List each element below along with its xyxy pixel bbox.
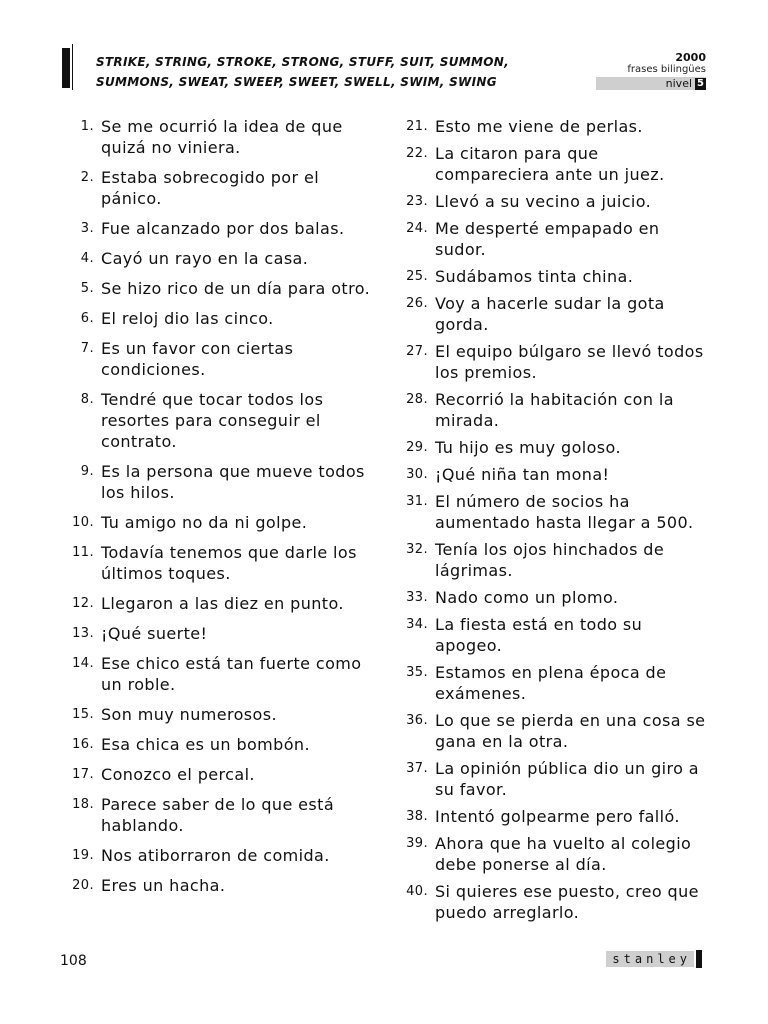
phrase-item [58, 875, 378, 896]
phrase-number: 8. [80, 392, 94, 407]
phrase-text: La citaron para que compareciera ante un juez. [435, 144, 665, 184]
phrase-item [58, 845, 378, 866]
phrase-text: Cayó un rayo en la casa. [101, 249, 309, 268]
phrase-text: Llevó a su vecino a juicio. [435, 192, 652, 211]
phrase-number: 19. [72, 848, 94, 863]
phrase-text: Tu amigo no da ni golpe. [101, 513, 308, 532]
phrase-text: El número de socios ha aumentado hasta llegar a 500. [435, 492, 694, 532]
brand-level-label: nivel [665, 77, 693, 90]
phrase-text: Son muy numerosos. [101, 705, 277, 724]
brand-subtitle: frases bilingües [627, 64, 706, 75]
phrase-text: Es la persona que mueve todos los hilos. [101, 462, 365, 502]
phrase-number: 9. [80, 464, 94, 479]
phrase-number: 20. [72, 878, 94, 893]
phrase-item [58, 734, 378, 755]
phrase-number: 6. [80, 311, 94, 326]
phrase-number: 40. [406, 884, 428, 899]
phrase-number: 14. [72, 656, 94, 671]
phrase-text: Esa chica es un bombón. [101, 735, 310, 754]
phrase-number: 38. [406, 809, 428, 824]
phrase-list-left [58, 116, 378, 905]
phrase-number: 37. [406, 761, 428, 776]
phrase-item [392, 464, 712, 485]
phrase-item [58, 623, 378, 644]
phrase-text: Todavía tenemos que darle los últimos toques. [101, 543, 357, 583]
header-keywords-line-2: SUMMONS, SWEAT, SWEEP, SWEET, SWELL, SWIM, SWING [96, 75, 497, 89]
phrase-text: ¡Qué niña tan mona! [435, 465, 610, 484]
phrase-text: Lo que se pierda en una cosa se gana en la otra. [435, 711, 706, 751]
phrase-item [58, 764, 378, 785]
phrase-item [392, 389, 712, 431]
phrase-text: ¡Qué suerte! [101, 624, 208, 643]
phrase-text: Eres un hacha. [101, 876, 226, 895]
phrase-number: 34. [406, 617, 428, 632]
phrase-text: Esto me viene de perlas. [435, 117, 643, 136]
header-keywords [96, 52, 566, 92]
phrase-number: 21. [406, 119, 428, 134]
brand-year: 2000 [675, 51, 706, 64]
phrase-item [392, 587, 712, 608]
phrase-text: El reloj dio las cinco. [101, 309, 274, 328]
phrase-text: Nos atiborraron de comida. [101, 846, 330, 865]
phrase-item [58, 167, 378, 209]
phrase-item [392, 833, 712, 875]
phrase-text: Nado como un plomo. [435, 588, 619, 607]
phrase-item [392, 881, 712, 923]
phrase-item [58, 704, 378, 725]
phrase-text: Recorrió la habitación con la mirada. [435, 390, 674, 430]
header-keywords-line-1: STRIKE, STRING, STROKE, STRONG, STUFF, SUIT, SUMMON, [96, 55, 509, 69]
phrase-number: 18. [72, 797, 94, 812]
phrase-number: 16. [72, 737, 94, 752]
phrase-number: 4. [80, 251, 94, 266]
header-marker-bar [62, 48, 70, 88]
phrase-item [58, 278, 378, 299]
publisher-badge [606, 950, 702, 968]
phrase-number: 33. [406, 590, 428, 605]
phrase-number: 27. [406, 344, 428, 359]
phrase-number: 15. [72, 707, 94, 722]
phrase-number: 35. [406, 665, 428, 680]
phrase-text: Estaba sobrecogido por el pánico. [101, 168, 320, 208]
phrase-text: Conozco el percal. [101, 765, 255, 784]
phrase-text: Parece saber de lo que está hablando. [101, 795, 335, 835]
phrase-number: 23. [406, 194, 428, 209]
phrase-number: 3. [80, 221, 94, 236]
phrase-item [392, 266, 712, 287]
phrase-text: Llegaron a las diez en punto. [101, 594, 344, 613]
phrase-text: Me desperté empapado en sudor. [435, 219, 660, 259]
phrase-item [392, 539, 712, 581]
phrase-text: Fue alcanzado por dos balas. [101, 219, 345, 238]
phrase-text: Tu hijo es muy goloso. [435, 438, 621, 457]
publisher-name: stanley [606, 951, 694, 967]
phrase-number: 28. [406, 392, 428, 407]
phrase-number: 36. [406, 713, 428, 728]
phrase-item [392, 806, 712, 827]
phrase-number: 22. [406, 146, 428, 161]
phrase-item [392, 662, 712, 704]
phrase-number: 31. [406, 494, 428, 509]
phrase-item [392, 758, 712, 800]
phrase-item [392, 710, 712, 752]
phrase-item [392, 293, 712, 335]
phrase-number: 2. [80, 170, 94, 185]
phrase-number: 13. [72, 626, 94, 641]
phrase-item [392, 191, 712, 212]
page-number: 108 [60, 953, 87, 969]
phrase-item [58, 794, 378, 836]
phrase-item [392, 614, 712, 656]
phrase-number: 24. [406, 221, 428, 236]
phrase-text: La opinión pública dio un giro a su favor. [435, 759, 699, 799]
phrase-number: 7. [80, 341, 94, 356]
brand-level [596, 77, 706, 90]
phrase-number: 1. [80, 119, 94, 134]
phrase-text: Se hizo rico de un día para otro. [101, 279, 371, 298]
phrase-number: 25. [406, 269, 428, 284]
phrase-text: Tendré que tocar todos los resortes para conseguir el contrato. [101, 390, 324, 451]
phrase-number: 11. [72, 545, 94, 560]
phrase-number: 5. [80, 281, 94, 296]
phrase-item [58, 308, 378, 329]
phrase-item [392, 218, 712, 260]
phrase-item [58, 248, 378, 269]
phrase-item [58, 461, 378, 503]
phrase-item [392, 491, 712, 533]
phrase-item [58, 116, 378, 158]
phrase-item [392, 437, 712, 458]
publisher-marker-bar [696, 950, 702, 968]
phrase-item [392, 143, 712, 185]
phrase-item [392, 116, 712, 137]
phrase-number: 30. [406, 467, 428, 482]
phrase-text: Se me ocurrió la idea de que quizá no viniera. [101, 117, 343, 157]
phrase-text: La fiesta está en todo su apogeo. [435, 615, 643, 655]
phrase-text: Ahora que ha vuelto al colegio debe ponerse al día. [435, 834, 692, 874]
phrase-text: Sudábamos tinta china. [435, 267, 634, 286]
phrase-number: 29. [406, 440, 428, 455]
phrase-list-right [392, 116, 712, 929]
phrase-number: 39. [406, 836, 428, 851]
phrase-number: 10. [72, 515, 94, 530]
phrase-text: El equipo búlgaro se llevó todos los premios. [435, 342, 704, 382]
phrase-text: Es un favor con ciertas condiciones. [101, 339, 294, 379]
phrase-text: Estamos en plena época de exámenes. [435, 663, 667, 703]
phrase-item [58, 338, 378, 380]
brand-level-number: 5 [697, 77, 704, 89]
header-marker-line [72, 44, 73, 90]
phrase-number: 12. [72, 596, 94, 611]
phrase-item [392, 341, 712, 383]
phrase-text: Voy a hacerle sudar la gota gorda. [435, 294, 665, 334]
phrase-item [58, 653, 378, 695]
phrase-text: Si quieres ese puesto, creo que puedo arreglarlo. [435, 882, 699, 922]
phrase-item [58, 218, 378, 239]
phrase-number: 17. [72, 767, 94, 782]
phrase-item [58, 512, 378, 533]
phrase-number: 26. [406, 296, 428, 311]
phrase-item [58, 542, 378, 584]
phrase-text: Intentó golpearme pero falló. [435, 807, 680, 826]
phrase-item [58, 593, 378, 614]
phrase-number: 32. [406, 542, 428, 557]
series-brand [596, 52, 706, 90]
phrase-text: Ese chico está tan fuerte como un roble. [101, 654, 362, 694]
phrase-text: Tenía los ojos hinchados de lágrimas. [435, 540, 665, 580]
phrase-item [58, 389, 378, 452]
